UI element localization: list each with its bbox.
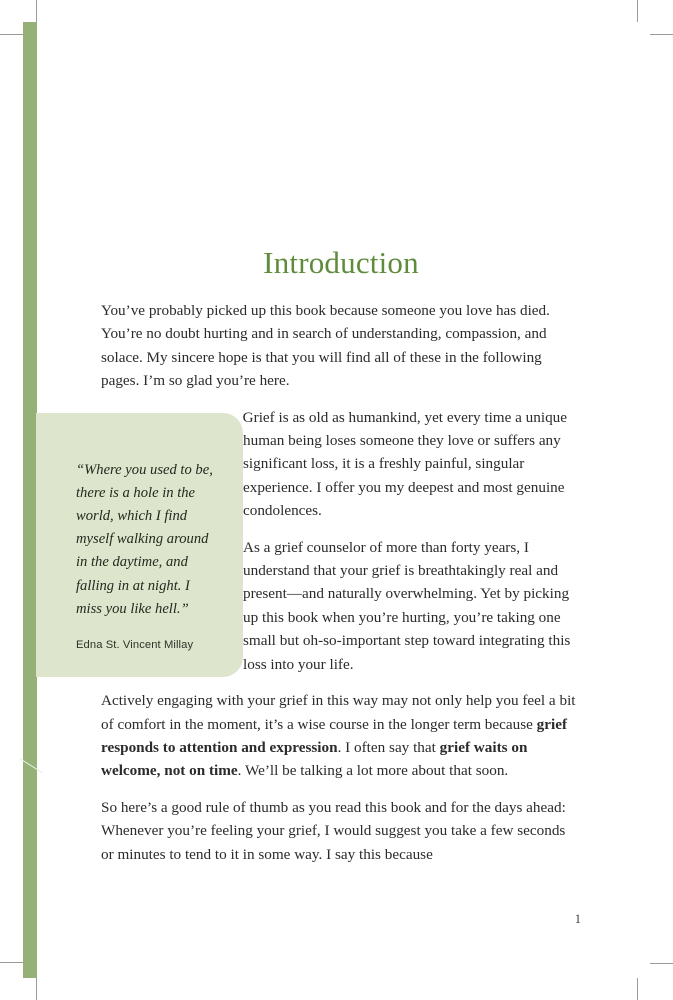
crop-mark-top-left-vertical bbox=[36, 0, 37, 22]
intro-paragraph-5: So here’s a good rule of thumb as you read this book and for the days ahead: Whenever you’re feeling your grief, I would suggest you take a few seconds or minutes to tend to it in some way. I say this because bbox=[101, 798, 566, 863]
paragraph-4-bold-2: grief waits on welcome, not on time bbox=[101, 738, 528, 780]
crop-mark-bottom-right-vertical bbox=[637, 978, 638, 1000]
crop-mark-top-right-horizontal bbox=[650, 34, 673, 35]
page-content bbox=[76, 245, 581, 866]
crop-mark-top-left-horizontal bbox=[0, 34, 23, 35]
page-title: Introduction bbox=[263, 245, 419, 280]
page-number: 1 bbox=[574, 912, 581, 926]
crop-mark-top-right-vertical bbox=[637, 0, 638, 22]
intro-paragraph-3: As a grief counselor of more than forty years, I understand that your grief is breathtakingly real and present—and naturally overwhelming. Yet by picking up this book when you’re hurting, you’re taking one small but oh-so-important step toward integrating this loss into your life. bbox=[243, 538, 571, 673]
green-spine-bar bbox=[23, 22, 37, 978]
pull-quote-text: “Where you used to be, there is a hole in the world, which I find myself walking around in the daytime, and falling in at night. I miss you like hell.” bbox=[76, 461, 213, 617]
paragraph-4-bold-1: grief responds to attention and expression bbox=[101, 715, 568, 756]
crop-mark-bottom-left-horizontal bbox=[0, 962, 23, 963]
crop-mark-bottom-left-vertical bbox=[36, 978, 37, 1000]
intro-paragraph-4 bbox=[101, 689, 581, 783]
intro-paragraph-2: Grief is as old as humankind, yet every time a unique human being loses someone they love or suffers any significant loss, it is a freshly painful, singular experience. I offer you my deepest and most genuine condolences. bbox=[242, 408, 568, 520]
crop-mark-bottom-right-horizontal bbox=[650, 963, 673, 964]
intro-paragraph-1: You’ve probably picked up this book because someone you love has died. You’re no doubt hurting and in search of understanding, compassion, and solace. My sincere hope is that you will find all of these in the following pages. I’m so glad you’re here. bbox=[101, 302, 550, 390]
paragraph-4-run-2: . I often say that bbox=[337, 738, 440, 756]
pull-quote-attribution: Edna St. Vincent Millay bbox=[76, 639, 194, 652]
pull-quote-box bbox=[36, 413, 243, 677]
paragraph-4-run-3: . We’ll be talking a lot more about that soon. bbox=[237, 762, 509, 780]
paragraph-4-run-1: Actively engaging with your grief in this way may not only help you feel a bit of comfort in the moment, it’s a wise course in the longer term because bbox=[101, 692, 576, 733]
